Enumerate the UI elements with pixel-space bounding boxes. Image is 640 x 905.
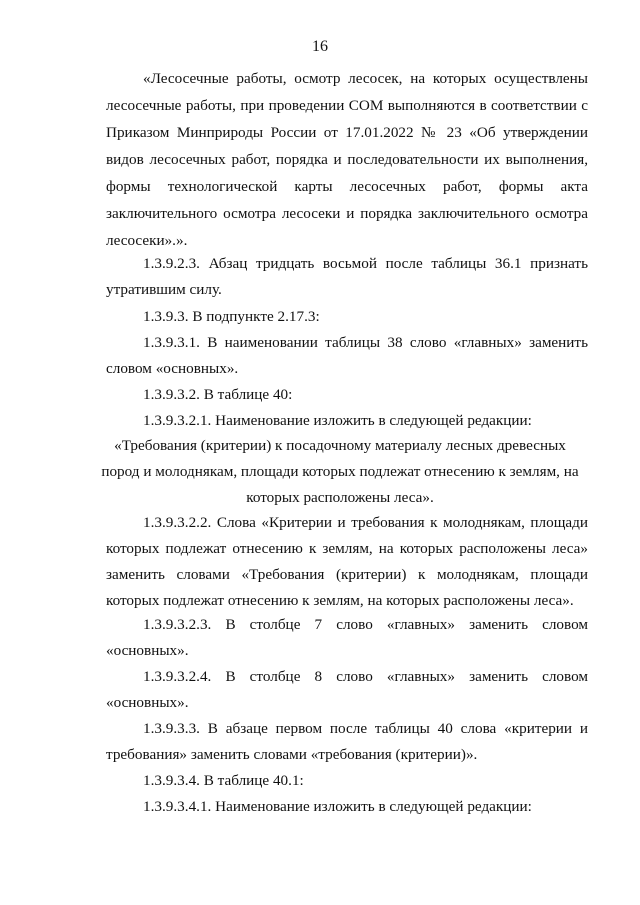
paragraph-line: 1.3.9.3.2.4. В столбце 8 слово «главных» заменить словом xyxy=(143,668,588,685)
paragraph-line: заменить словами «Требования (критерии) к молоднякам, площади xyxy=(106,566,588,583)
paragraph-line: 1.3.9.3.1. В наименовании таблицы 38 слово «главных» заменить xyxy=(143,334,588,351)
paragraph-line: 1.3.9.2.3. Абзац тридцать восьмой после таблицы 36.1 признать xyxy=(143,255,588,272)
paragraph-line: 1.3.9.3.3. В абзаце первом после таблицы 40 слова «критерии и xyxy=(143,720,588,737)
paragraph-line: видов лесосечных работ, порядка и последовательности их выполнения, xyxy=(106,151,588,168)
paragraph-line: утратившим силу. xyxy=(106,281,222,298)
paragraph-line: формы технологической карты лесосечных работ, формы акта xyxy=(106,178,588,195)
paragraph-line: «Лесосечные работы, осмотр лесосек, на которых осуществлены xyxy=(143,70,588,87)
paragraph-line: лесосечные работы, при проведении СОМ выполняются в соответствии с xyxy=(106,97,588,114)
paragraph-line: «основных». xyxy=(106,642,189,659)
centered-title-line: «Требования (критерии) к посадочному материалу лесных древесных xyxy=(114,437,566,454)
paragraph-line: словом «основных». xyxy=(106,360,239,377)
paragraph-line: «основных». xyxy=(106,694,189,711)
paragraph-line: 1.3.9.3.2.1. Наименование изложить в следующей редакции: xyxy=(143,412,532,429)
centered-title-line: пород и молоднякам, площади которых подлежат отнесению к землям, на xyxy=(101,463,579,480)
paragraph-line: 1.3.9.3. В подпункте 2.17.3: xyxy=(143,308,320,325)
paragraph-line: 1.3.9.3.2.3. В столбце 7 слово «главных» заменить словом xyxy=(143,616,588,633)
centered-title-line: которых расположены леса». xyxy=(246,489,434,506)
paragraph-line: которых подлежат отнесению к землям, на которых расположены леса» xyxy=(106,540,588,557)
paragraph-line: лесосеки».». xyxy=(106,232,188,249)
paragraph-line: требования» заменить словами «требования (критерии)». xyxy=(106,746,478,763)
paragraph-line: которых подлежат отнесению к землям, на которых расположены леса». xyxy=(106,592,574,609)
page-number: 16 xyxy=(312,38,328,55)
paragraph-line: 1.3.9.3.4.1. Наименование изложить в следующей редакции: xyxy=(143,798,532,815)
paragraph-line: заключительного осмотра лесосеки и порядка заключительного осмотра xyxy=(106,205,588,222)
paragraph-line: 1.3.9.3.2. В таблице 40: xyxy=(143,386,293,403)
paragraph-line: 1.3.9.3.2.2. Слова «Критерии и требования к молоднякам, площади xyxy=(143,514,588,531)
paragraph-line: Приказом Минприроды России от 17.01.2022 № 23 «Об утверждении xyxy=(106,124,588,141)
paragraph-line: 1.3.9.3.4. В таблице 40.1: xyxy=(143,772,304,789)
